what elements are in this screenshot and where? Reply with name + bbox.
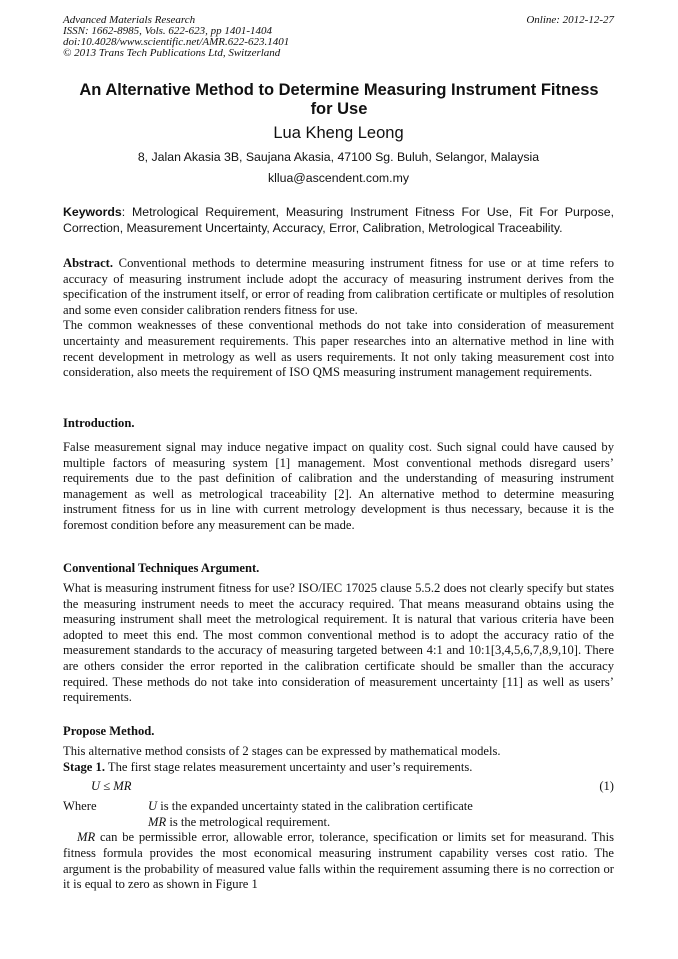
conventional-text: What is measuring instrument fitness for use? ISO/IEC 17025 clause 5.5.2 does not clearly specify but states the measuring instrument needs to meet the accuracy required. That means measurand obtains using the measuring instrument shall meet the metrological requirement. It is natural that various criteria have been adopted to meet this end. The most common conventional method is to adopt the accuracy ratio of the measurement standards to the accuracy of measuring targeted between 4:1 and 10:1[3,4,5,6,7,8,9,10]. There are others consider the error reported in the calibration certificate should be smaller than the accuracy required. These methods do not take into consideration of measurement uncertainty [11] as well as users’ requirements. [63, 581, 614, 705]
keywords-label: Keywords [63, 205, 122, 219]
online-date: Online: 2012-12-27 [526, 14, 614, 26]
where-label: Where [63, 799, 97, 814]
email: kllua@ascendent.com.my [268, 171, 409, 185]
mr-paragraph: can be permissible error, allowable error, tolerance, specification or limits set for measurand. This fitness formula provides the most economical measuring instrument capability verses cost ratio. The argument is the probability of measured value falls within the requirement assuming there is no correction or it is equal to zero as shown in Figure 1 [63, 830, 614, 892]
propose-heading: Propose Method. [63, 724, 155, 738]
doi: doi:10.4028/www.scientific.net/AMR.622-623.1401 [63, 36, 290, 48]
journal-header [63, 15, 614, 59]
propose-intro: This alternative method consists of 2 stages can be expressed by mathematical models. [63, 744, 501, 758]
keywords [63, 205, 614, 236]
journal-name: Advanced Materials Research [63, 14, 196, 26]
paper-title: An Alternative Method to Determine Measuring Instrument Fitness for Use [79, 81, 599, 118]
issn: ISSN: 1662-8985, Vols. 622-623, pp 1401-1404 [63, 25, 272, 37]
equation-number: (1) [599, 779, 614, 794]
symbol-u: U [148, 799, 158, 814]
symbol-mr: MR [148, 814, 167, 829]
keywords-text: : Metrological Requirement, Measuring Instrument Fitness For Use, Fit For Purpose, Correction, Measurement Uncertainty, Accuracy, Error, Calibration, Metrological Traceability. [63, 205, 614, 235]
abstract-p1: Conventional methods to determine measuring instrument fitness for use or at time refers to accuracy of measuring instrument include adopt the accuracy of measuring instrument derives from the specification of the instrument itself, or error of reading from calibration certificate or multiples of resolution and some even consider calibration renders fitness for use. [63, 256, 614, 317]
address: 8, Jalan Akasia 3B, Saujana Akasia, 47100 Sg. Buluh, Selangor, Malaysia [137, 150, 540, 164]
propose-section [63, 744, 614, 893]
equation: U ≤ MR [91, 779, 132, 794]
abstract [63, 256, 614, 381]
stage-label: Stage 1. [63, 759, 105, 774]
where-mr-text: is the metrological requirement. [166, 814, 331, 829]
copyright: © 2013 Trans Tech Publications Ltd, Switzerland [63, 47, 281, 59]
introduction-heading: Introduction. [63, 416, 135, 430]
introduction-text: False measurement signal may induce negative impact on quality cost. Such signal could have caused by multiple factors of measuring system [1] management. Most conventional methods disregard users’ requirements due to the past definition of calibration and the understanding of measuring instrument management as well as metrological traceability [2]. An alternative method to determine measuring instrument fitness for us in line with current metrology development is thus necessary, because it is the foremost condition before any measurement can be made. [63, 440, 614, 532]
where-u-text: is the expanded uncertainty stated in the calibration certificate [157, 799, 473, 814]
stage-text: The first stage relates measurement uncertainty and user’s requirements. [104, 759, 473, 774]
conventional-heading: Conventional Techniques Argument. [63, 561, 260, 575]
abstract-p2: The common weaknesses of these conventional methods do not take into consideration of measurement uncertainty and measurement requirements. This paper researches into an alternative method in line with recent development in metrology as well as users requirements. It not only taking measurement cost into consideration, also meets the requirement of ISO QMS measuring instrument management requirements. [63, 318, 614, 380]
abstract-label: Abstract. [63, 256, 114, 270]
symbol-mr: MR [77, 830, 96, 845]
author: Lua Kheng Leong [273, 124, 404, 142]
